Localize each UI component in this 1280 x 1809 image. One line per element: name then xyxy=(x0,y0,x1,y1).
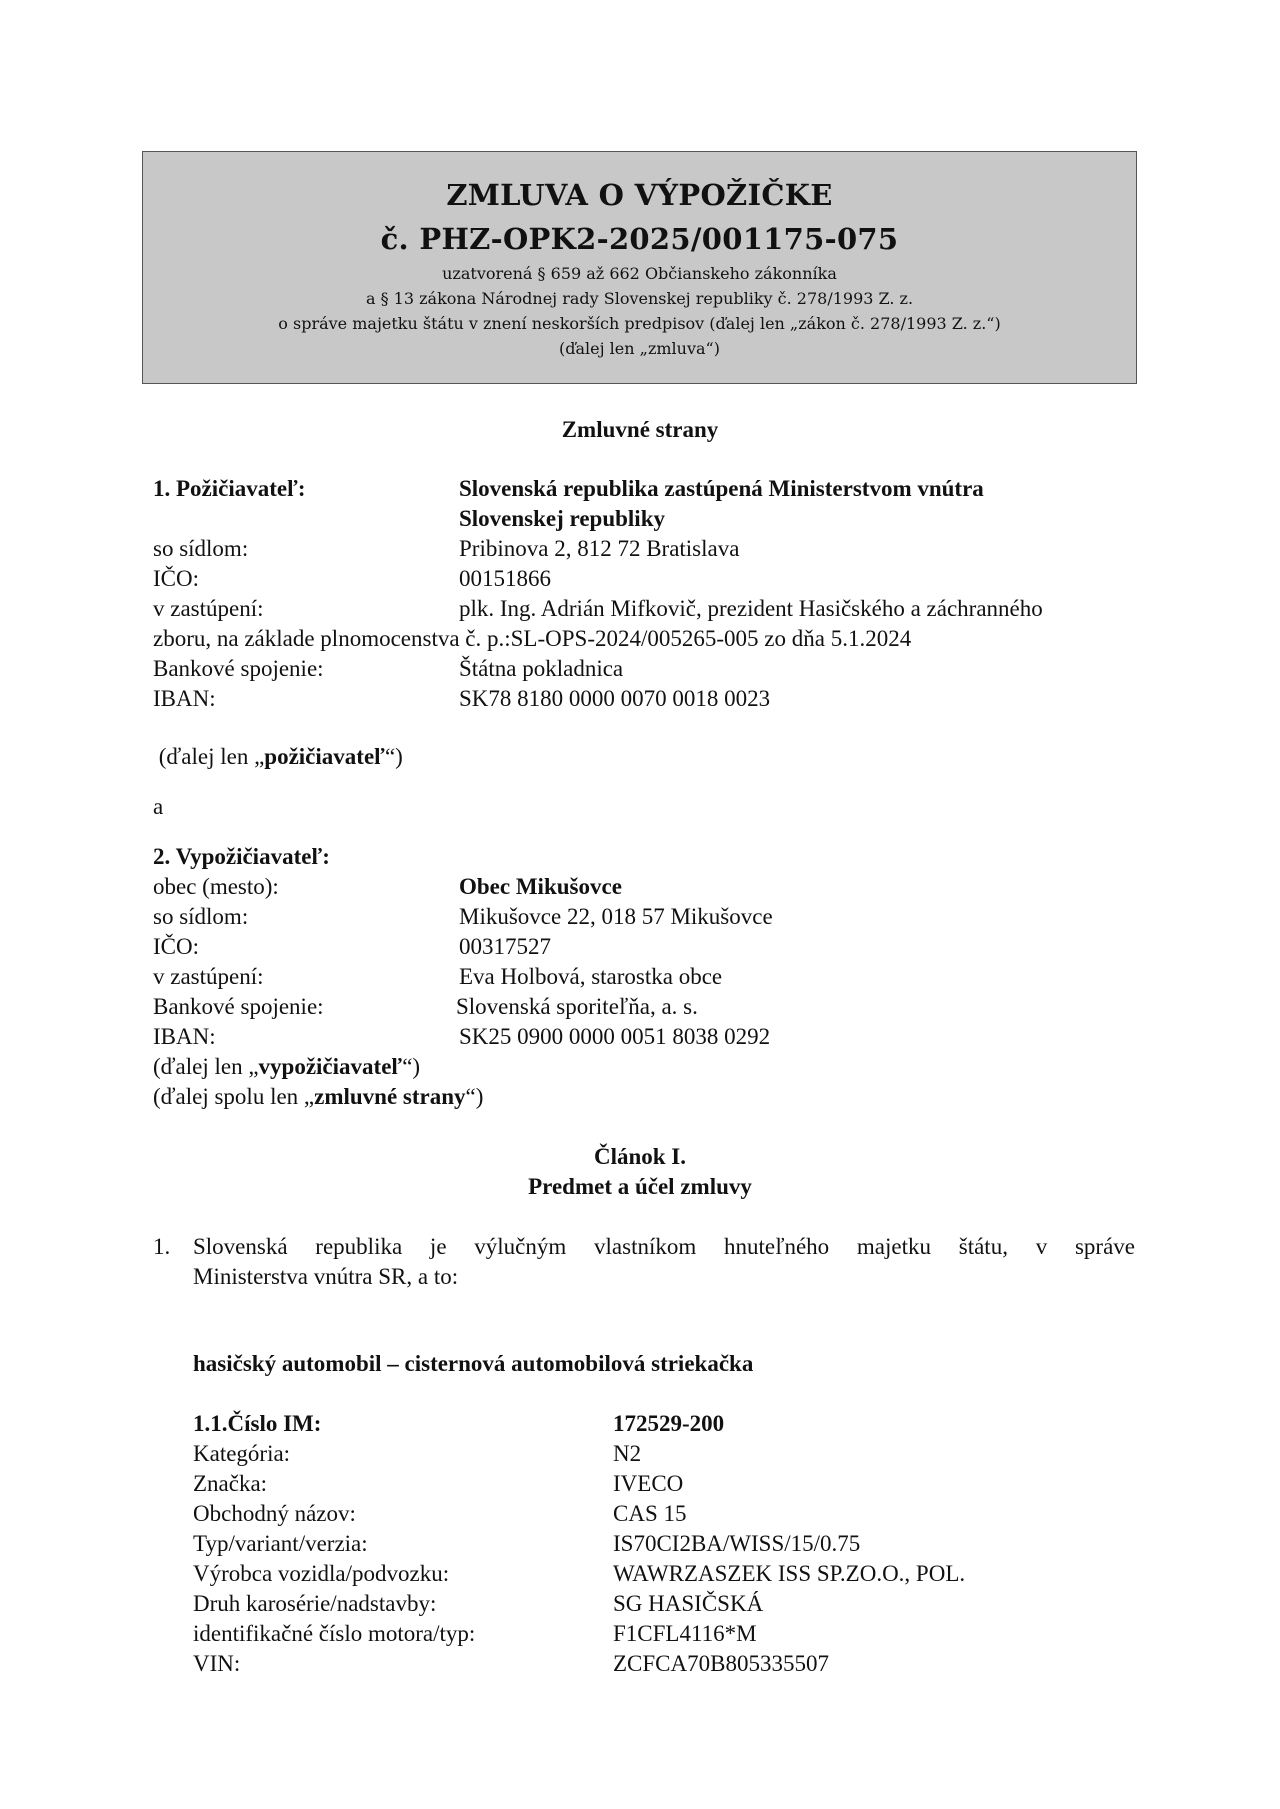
borrower-label: 2. Vypožičiavateľ: xyxy=(153,844,330,869)
vehicle-value: IVECO xyxy=(613,1471,684,1496)
vehicle-value: 172529-200 xyxy=(613,1411,725,1436)
article-title: Predmet a účel zmluvy xyxy=(528,1174,752,1199)
vehicle-label: Výrobca vozidla/podvozku: xyxy=(193,1561,450,1586)
vehicle-value: SG HASIČSKÁ xyxy=(613,1591,764,1616)
vehicle-value: F1CFL4116*M xyxy=(613,1621,757,1646)
header-line-2: a § 13 zákona Národnej rady Slovenskej republiky č. 278/1993 Z. z. xyxy=(365,289,914,308)
borrower-iban-label: IBAN: xyxy=(153,1024,216,1049)
vehicle-value: N2 xyxy=(613,1441,642,1466)
header-line-1: uzatvorená § 659 až 662 Občianskeho zákonníka xyxy=(442,264,837,283)
borrower-city-label: obec (mesto): xyxy=(153,874,279,899)
lender-rep-line-1: plk. Ing. Adrián Mifkovič, prezident Hasičského a záchranného xyxy=(459,596,1043,621)
vehicle-value: IS70CI2BA/WISS/15/0.75 xyxy=(613,1531,861,1556)
contract-number: č. PHZ-OPK2-2025/001175-075 xyxy=(380,222,899,256)
borrower-bank: Slovenská sporiteľňa, a. s. xyxy=(456,994,698,1019)
parties-alias xyxy=(153,1083,483,1111)
lender-bank-label: Bankové spojenie: xyxy=(153,656,324,681)
parties-alias-term: zmluvné strany xyxy=(314,1084,466,1109)
paragraph-number: 1. xyxy=(153,1234,171,1259)
lender-alias-term: požičiavateľ xyxy=(264,744,385,769)
borrower-city: Obec Mikušovce xyxy=(459,874,622,899)
vehicle-label: Typ/variant/verzia: xyxy=(193,1531,368,1556)
paragraph-line-2: Ministerstva vnútra SR, a to: xyxy=(193,1264,459,1289)
lender-alias-suffix: “) xyxy=(384,744,403,769)
borrower-alias-suffix: “) xyxy=(402,1054,421,1079)
contract-title: ZMLUVA O VÝPOŽIČKE xyxy=(446,178,833,212)
parties-alias-prefix: (ďalej spolu len „ xyxy=(153,1084,315,1109)
lender-rep-label: v zastúpení: xyxy=(153,596,264,621)
vehicle-label: identifikačné číslo motora/typ: xyxy=(193,1621,476,1646)
lender-seat-label: so sídlom: xyxy=(153,536,249,561)
lender-ico: 00151866 xyxy=(459,566,551,591)
lender-rep-line-2: zboru, na základe plnomocenstva č. p.:SL-OPS-2024/005265-005 zo dňa 5.1.2024 xyxy=(153,626,912,651)
vehicle-value: CAS 15 xyxy=(613,1501,687,1526)
article-number: Článok I. xyxy=(593,1144,687,1169)
vehicle-heading: hasičský automobil – cisternová automobilová striekačka xyxy=(193,1351,754,1376)
borrower-ico-label: IČO: xyxy=(153,934,199,959)
borrower-alias xyxy=(153,1053,420,1081)
borrower-alias-prefix: (ďalej len „ xyxy=(153,1054,259,1079)
vehicle-label: VIN: xyxy=(193,1651,241,1676)
borrower-bank-label: Bankové spojenie: xyxy=(153,994,324,1019)
vehicle-value: WAWRZASZEK ISS SP.ZO.O., POL. xyxy=(613,1561,966,1586)
vehicle-label: Kategória: xyxy=(193,1441,291,1466)
header-line-3: o správe majetku štátu v znení neskorších predpisov (ďalej len „zákon č. 278/1993 Z. z.“) xyxy=(278,314,1001,333)
borrower-alias-term: vypožičiavateľ xyxy=(258,1054,403,1079)
vehicle-label: Značka: xyxy=(193,1471,268,1496)
vehicle-label: 1.1.Číslo IM: xyxy=(193,1411,322,1436)
header-line-4: (ďalej len „zmluva“) xyxy=(559,339,720,358)
borrower-rep: Eva Holbová, starostka obce xyxy=(459,964,723,989)
lender-iban-label: IBAN: xyxy=(153,686,216,711)
parties-heading: Zmluvné strany xyxy=(561,417,719,442)
lender-name-line-2: Slovenskej republiky xyxy=(459,506,665,531)
lender-alias-prefix: (ďalej len „ xyxy=(153,744,265,769)
lender-iban: SK78 8180 0000 0070 0018 0023 xyxy=(459,686,771,711)
lender-bank: Štátna pokladnica xyxy=(459,656,624,681)
borrower-rep-label: v zastúpení: xyxy=(153,964,264,989)
lender-alias xyxy=(153,743,403,771)
borrower-seat: Mikušovce 22, 018 57 Mikušovce xyxy=(459,904,773,929)
lender-name-line-1: Slovenská republika zastúpená Ministerstvom vnútra xyxy=(459,476,984,501)
vehicle-label: Druh karosérie/nadstavby: xyxy=(193,1591,437,1616)
borrower-ico: 00317527 xyxy=(459,934,551,959)
conjunction: a xyxy=(153,794,164,819)
vehicle-label: Obchodný názov: xyxy=(193,1501,356,1526)
parties-alias-suffix: “) xyxy=(465,1084,484,1109)
vehicle-value: ZCFCA70B805335507 xyxy=(613,1651,829,1676)
paragraph-line-1: Slovenská republika je výlučným vlastníkom hnuteľného majetku štátu, v správe xyxy=(193,1234,1135,1259)
lender-label: 1. Požičiavateľ: xyxy=(153,476,306,501)
borrower-iban: SK25 0900 0000 0051 8038 0292 xyxy=(459,1024,771,1049)
contract-header-box xyxy=(142,151,1137,384)
lender-seat: Pribinova 2, 812 72 Bratislava xyxy=(459,536,740,561)
borrower-seat-label: so sídlom: xyxy=(153,904,249,929)
lender-ico-label: IČO: xyxy=(153,566,199,591)
